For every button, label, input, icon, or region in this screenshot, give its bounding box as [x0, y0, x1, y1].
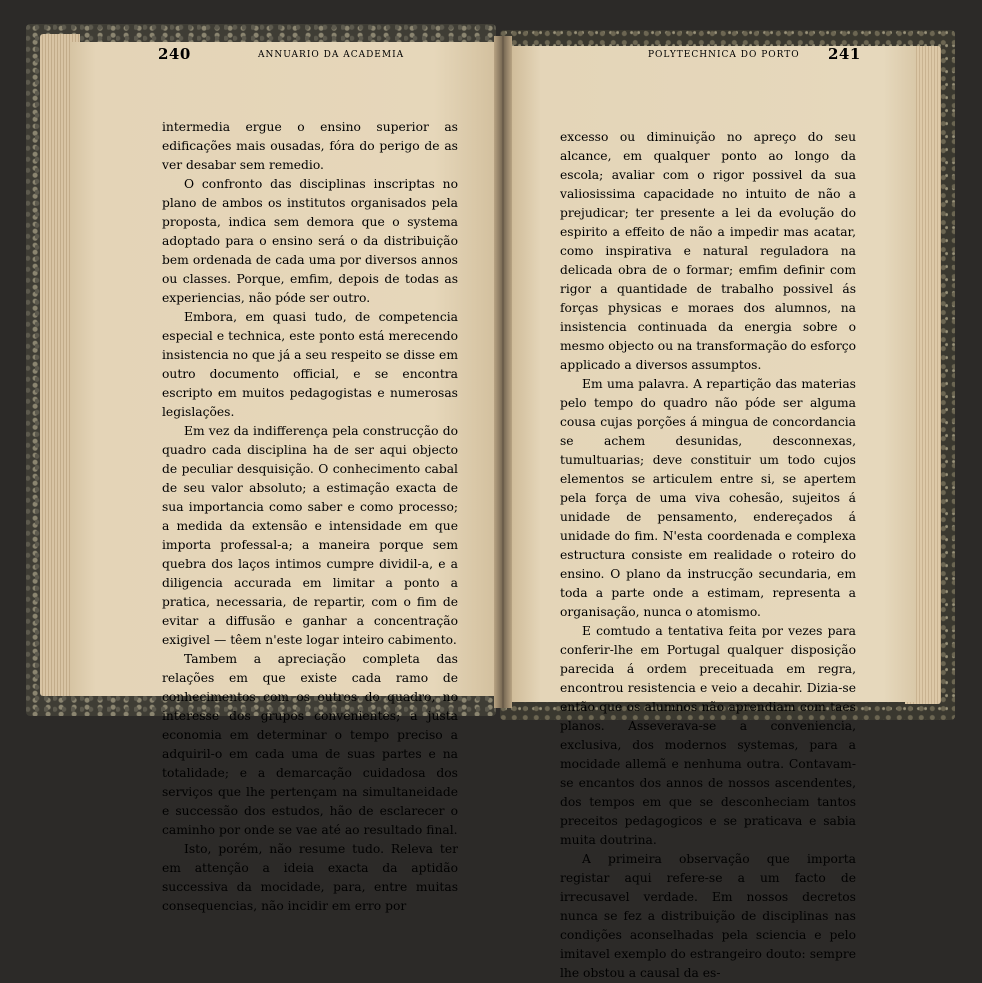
paragraph: intermedia ergue o ensino superior as edificações mais ousadas, fóra do perigo de as ver desabar sem remedio. [162, 120, 458, 172]
page-number-left: 240 [158, 45, 191, 63]
paragraph: Tambem a apreciação completa das relações em que existe cada ramo de conhecimentos com os outros do quadro, no interesse dos grupos convenientes; a justa economia em determinar o tempo preciso a adquiril-o em cada uma de suas partes e na totalidade; e a demarcação cuidadosa dos serviços que lhe pertençam na simultaneidade e successão dos estudos, hão de esclarecer o caminho por onde se vae até ao resultado final. [162, 652, 458, 837]
running-head-left: ANNUARIO DA ACADEMIA [258, 50, 405, 60]
running-head-right: POLYTECHNICA DO PORTO [648, 50, 800, 60]
left-page-text [162, 118, 458, 916]
paragraph: Em vez da indifferença pela construcção do quadro cada disciplina ha de ser aqui objecto de peculiar desquisição. O conhecimento cabal de seu valor absoluto; a estimação exacta de sua importancia como saber e como processo; a medida da extensão e intensidade em que importa professal-a; a maneira porque sem quebra dos laços intimos cumpre dividil-a, e a diligencia accurada em limitar a ponto a pratica, necessaria, de repartir, com o fim de evitar a diffusão e ganhar a concentração exigivel — têem n'este logar inteiro cabimento. [162, 424, 458, 647]
book-gutter [494, 36, 512, 708]
paragraph: excesso ou diminuição no apreço do seu alcance, em qualquer ponto ao longo da escola; avaliar com o rigor possivel da sua valiosissima capacidade no intuito de não a prejudicar; ter presente a lei da evolução do espirito a effeito de não a impedir mas acatar, como inspirativa e natural reguladora na delicada obra de o formar; emfim definir com rigor a quantidade de trabalho possivel ás forças physicas e moraes dos alumnos, na insistencia continuada da energia sobre o mesmo objecto ou na transformação do esforço applicado a diversos assumptos. [560, 130, 856, 372]
paragraph: Isto, porém, não resume tudo. Releva ter em attenção a ideia exacta da aptidão successiva da mocidade, para, entre muitas consequencias, não incidir em erro por [162, 842, 458, 913]
paragraph: O confronto das disciplinas inscriptas no plano de ambos os institutos organisados pela proposta, indica sem demora que o systema adoptado para o ensino será o da distribuição bem ordenada de cada uma por diversos annos ou classes. Porque, emfim, depois de todas as experiencias, não póde ser outro. [162, 177, 458, 305]
paragraph: Embora, em quasi tudo, de competencia especial e technica, este ponto está merecendo insistencia no que já a seu respeito se disse em outro documento official, e se encontra escripto em muitos pedagogistas e numerosas legislações. [162, 310, 458, 419]
paragraph: Em uma palavra. A repartição das materias pelo tempo do quadro não póde ser alguma cousa cujas porções á mingua de concordancia se achem desunidas, desconnexas, tumultuarias; deve constituir um todo cujos elementos se articulem entre si, se apertem pela força de uma viva cohesão, sujeitos á unidade de pensamento, endereçados á unidade do fim. N'esta coordenada e complexa estructura consiste em realidade o roteiro do ensino. O plano da instrucção secundaria, em toda a parte onde a estimam, representa a organisação, nunca o atomismo. [560, 377, 856, 619]
page-number-right: 241 [828, 45, 861, 63]
paragraph: E comtudo a tentativa feita por vezes para conferir-lhe em Portugal qualquer disposição parecida á ordem preceituada em regra, encontrou resistencia e veio a decahir. Dizia-se então que os alumnos não aprendiam com taes planos. Asseverava-se a conveniencia, exclusiva, dos modernos systemas, para a mocidade allemã e nenhuma outra. Contavam-se encantos dos annos de nossos ascendentes, dos tempos em que se desconheciam tantos preceitos pedagogicos e se praticava e sabia muita doutrina. [560, 624, 856, 847]
right-page-text [560, 128, 856, 983]
paragraph: A primeira observação que importa registar aqui refere-se a um facto de irrecusavel verdade. Em nossos decretos nunca se fez a distribuição de disciplinas nas condições aconselhadas pela sciencia e pelo imitavel exemplo do estrangeiro douto: sempre lhe obstou a causal da es- [560, 852, 856, 980]
